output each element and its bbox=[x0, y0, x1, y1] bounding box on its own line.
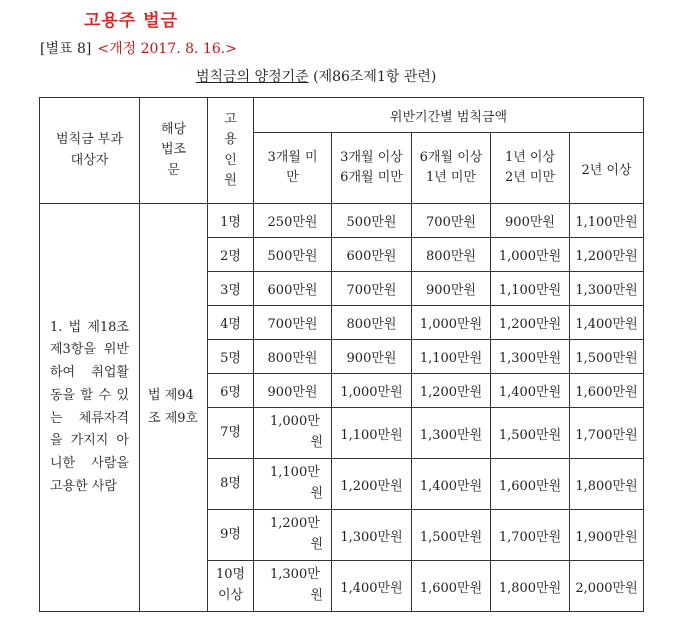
employees-cell: 10명 이상 bbox=[208, 561, 254, 612]
employees-cell: 5명 bbox=[208, 340, 254, 374]
amount-cell: 1,400만원 bbox=[412, 459, 491, 510]
amount-cell: 1,100만원 bbox=[332, 408, 412, 459]
revision-link[interactable]: <개정 2017. 8. 16.> bbox=[97, 41, 237, 57]
caption-main: 범칙금의 양정기준 bbox=[196, 69, 309, 85]
amount-cell: 1,300만원 bbox=[491, 340, 570, 374]
amount-top: 1,200만 bbox=[270, 516, 320, 532]
header-period-4: 1년 이상 2년 미만 bbox=[491, 133, 570, 204]
header-law: 해당 법조문 bbox=[140, 98, 208, 204]
amount-cell: 1,200만원 bbox=[332, 459, 412, 510]
law-cell: 법 제94조 제9호 bbox=[140, 204, 208, 612]
amount-cell: 1,700만원 bbox=[570, 408, 644, 459]
employees-cell: 2명 bbox=[208, 238, 254, 272]
amount-cell bbox=[254, 561, 332, 612]
header-period-5: 2년 이상 bbox=[570, 133, 644, 204]
amount-cell: 1,700만원 bbox=[491, 510, 570, 561]
amount-cell: 700만원 bbox=[332, 272, 412, 306]
employees-cell: 7명 bbox=[208, 408, 254, 459]
amount-cell: 1,800만원 bbox=[570, 459, 644, 510]
amount-cell: 900만원 bbox=[254, 374, 332, 408]
amount-cell: 1,600만원 bbox=[491, 459, 570, 510]
fine-standard-table bbox=[39, 97, 644, 612]
amount-cell: 1,200만원 bbox=[491, 306, 570, 340]
amount-cell: 700만원 bbox=[254, 306, 332, 340]
amount-cell: 1,100만원 bbox=[570, 204, 644, 238]
table-caption bbox=[196, 66, 436, 86]
employees-cell: 6명 bbox=[208, 374, 254, 408]
amount-cell: 1,500만원 bbox=[412, 510, 491, 561]
subject-cell: 1. 법 제18조 제3항을 위반하여 취업활동을 할 수 있는 체류자격을 가지지 아니한 사람을 고용한 사람 bbox=[40, 204, 140, 612]
table-row bbox=[40, 204, 644, 238]
amount-cell: 500만원 bbox=[254, 238, 332, 272]
amount-cell: 1,900만원 bbox=[570, 510, 644, 561]
header-period-group: 위반기간별 범칙금액 bbox=[254, 98, 644, 133]
employees-cell: 4명 bbox=[208, 306, 254, 340]
amount-cell: 2,000만원 bbox=[570, 561, 644, 612]
amount-top: 1,300만 bbox=[270, 567, 320, 583]
header-period-1: 3개월 미만 bbox=[254, 133, 332, 204]
header-employees: 고용 인원 bbox=[208, 98, 254, 204]
amount-cell: 1,400만원 bbox=[491, 374, 570, 408]
amount-cell: 600만원 bbox=[332, 238, 412, 272]
amount-cell: 1,500만원 bbox=[570, 340, 644, 374]
amount-cell: 1,300만원 bbox=[332, 510, 412, 561]
amount-cell: 1,100만원 bbox=[491, 272, 570, 306]
employees-cell: 1명 bbox=[208, 204, 254, 238]
amount-cell: 1,400만원 bbox=[332, 561, 412, 612]
amount-bottom: 원 bbox=[310, 435, 323, 450]
page-title: 고용주 벌금 bbox=[84, 11, 179, 31]
amount-cell: 1,100만원 bbox=[412, 340, 491, 374]
amount-cell: 1,000만원 bbox=[491, 238, 570, 272]
amount-cell: 600만원 bbox=[254, 272, 332, 306]
amount-bottom: 원 bbox=[310, 588, 323, 603]
amount-cell bbox=[254, 408, 332, 459]
amount-bottom: 원 bbox=[310, 486, 323, 501]
amount-cell: 1,800만원 bbox=[491, 561, 570, 612]
header-subject: 범칙금 부과대상자 bbox=[40, 98, 140, 204]
amount-cell: 800만원 bbox=[254, 340, 332, 374]
amount-cell: 250만원 bbox=[254, 204, 332, 238]
amount-top: 1,000만 bbox=[270, 414, 320, 430]
amount-cell: 1,500만원 bbox=[491, 408, 570, 459]
amount-cell: 1,200만원 bbox=[412, 374, 491, 408]
amount-cell: 800만원 bbox=[412, 238, 491, 272]
amount-cell: 800만원 bbox=[332, 306, 412, 340]
header-period-2: 3개월 이상 6개월 미만 bbox=[332, 133, 412, 204]
amount-bottom: 원 bbox=[310, 537, 323, 552]
employees-cell: 9명 bbox=[208, 510, 254, 561]
amount-cell: 1,600만원 bbox=[570, 374, 644, 408]
amount-cell: 900만원 bbox=[332, 340, 412, 374]
amount-cell: 1,000만원 bbox=[332, 374, 412, 408]
amount-cell: 900만원 bbox=[491, 204, 570, 238]
table-number: [별표 8] bbox=[40, 41, 92, 57]
table-reference bbox=[40, 38, 237, 58]
employees-cell: 3명 bbox=[208, 272, 254, 306]
amount-cell: 1,600만원 bbox=[412, 561, 491, 612]
amount-top: 1,100만 bbox=[270, 465, 320, 481]
header-period-3: 6개월 이상 1년 미만 bbox=[412, 133, 491, 204]
caption-sub: (제86조제1항 관련) bbox=[313, 69, 437, 85]
amount-cell bbox=[254, 510, 332, 561]
amount-cell bbox=[254, 459, 332, 510]
amount-cell: 1,400만원 bbox=[570, 306, 644, 340]
employees-cell: 8명 bbox=[208, 459, 254, 510]
amount-cell: 1,000만원 bbox=[412, 306, 491, 340]
amount-cell: 500만원 bbox=[332, 204, 412, 238]
amount-cell: 900만원 bbox=[412, 272, 491, 306]
amount-cell: 1,300만원 bbox=[412, 408, 491, 459]
amount-cell: 1,200만원 bbox=[570, 238, 644, 272]
amount-cell: 700만원 bbox=[412, 204, 491, 238]
amount-cell: 1,300만원 bbox=[570, 272, 644, 306]
